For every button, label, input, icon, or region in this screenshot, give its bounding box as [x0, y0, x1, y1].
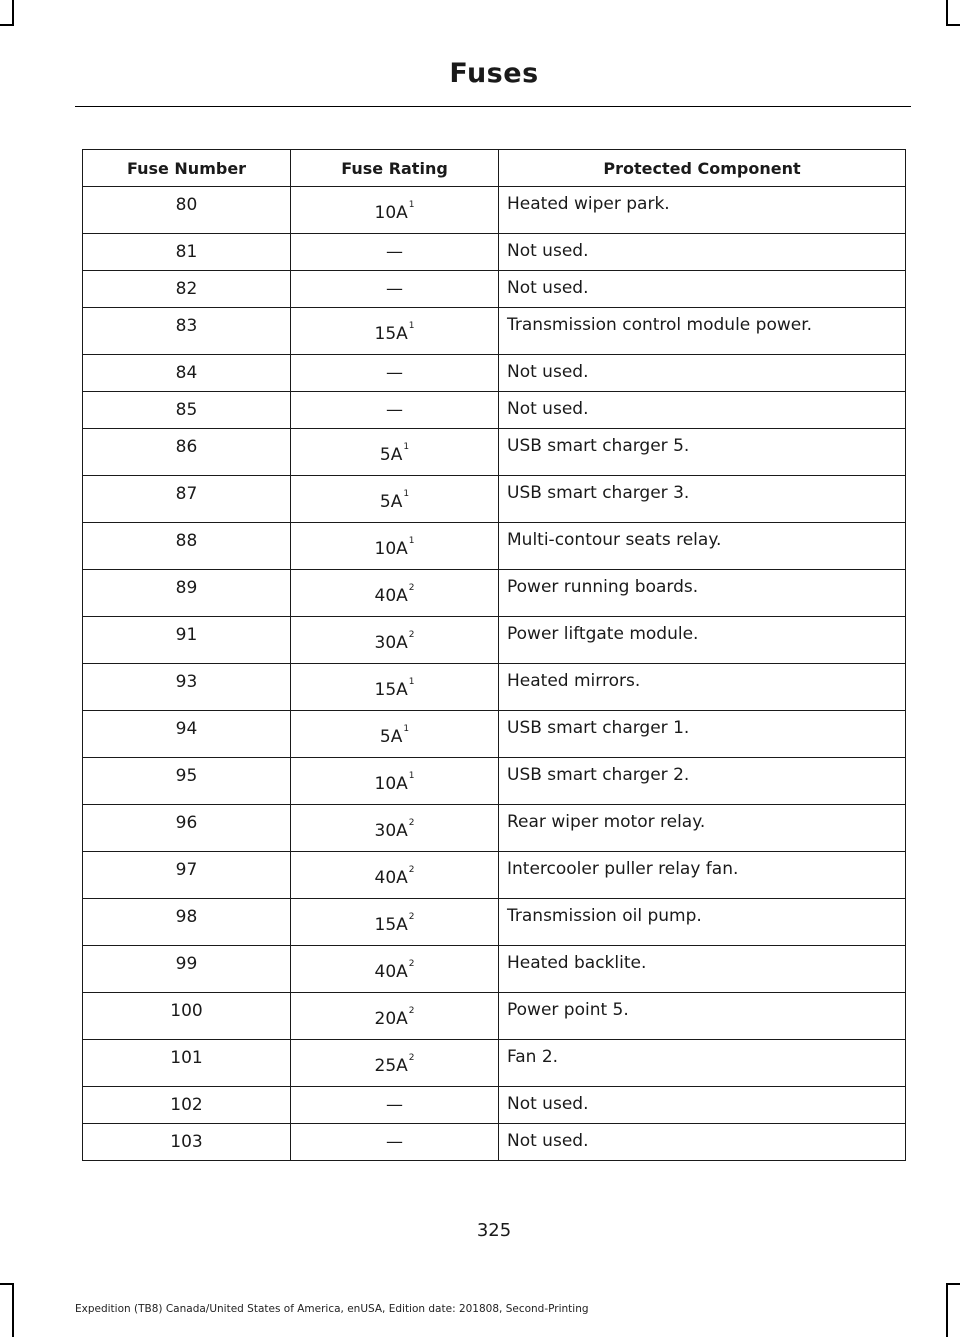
fuse-rating-cell	[291, 234, 499, 271]
fuse-rating-cell	[291, 1124, 499, 1161]
fuse-rating-value: 10A	[374, 203, 408, 223]
crop-mark-top-right-h	[946, 24, 960, 26]
protected-component-cell: USB smart charger 1.	[499, 711, 906, 758]
fuse-rating-value-wrapper	[374, 321, 415, 344]
crop-mark-bottom-left	[12, 1283, 14, 1337]
protected-component-cell: Power point 5.	[499, 993, 906, 1040]
table-row	[83, 308, 906, 355]
footnote-marker: 2	[408, 959, 415, 969]
fuse-number-cell: 85	[83, 392, 291, 429]
fuse-rating-value: 40A	[374, 586, 408, 606]
fuse-rating-value: 20A	[374, 1009, 408, 1029]
fuse-rating-value: 15A	[374, 324, 408, 344]
fuse-rating-value-wrapper	[374, 959, 415, 982]
fuse-rating-value-wrapper	[374, 677, 415, 700]
table-row	[83, 664, 906, 711]
footnote-marker: 1	[408, 677, 415, 687]
table-row	[83, 355, 906, 392]
table-row	[83, 805, 906, 852]
fuse-number-cell: 91	[83, 617, 291, 664]
fuse-number-cell: 80	[83, 187, 291, 234]
fuse-rating-cell	[291, 617, 499, 664]
protected-component-cell: Not used.	[499, 392, 906, 429]
fuse-rating-cell	[291, 899, 499, 946]
fuse-rating-cell	[291, 308, 499, 355]
protected-component-cell: Not used.	[499, 1124, 906, 1161]
fuse-rating-value: 5A	[379, 445, 403, 465]
fuse-rating-value: 5A	[379, 492, 403, 512]
fuse-rating-cell	[291, 476, 499, 523]
protected-component-cell: Intercooler puller relay fan.	[499, 852, 906, 899]
fuse-number-cell: 81	[83, 234, 291, 271]
fuse-rating-cell	[291, 993, 499, 1040]
fuse-rating-value-wrapper	[374, 771, 415, 794]
fuse-rating-value-wrapper	[374, 630, 415, 653]
fuse-rating-cell	[291, 271, 499, 308]
fuse-number-cell: 100	[83, 993, 291, 1040]
protected-component-cell: Heated mirrors.	[499, 664, 906, 711]
fuse-rating-value: —	[386, 400, 403, 420]
protected-component-cell: Not used.	[499, 1087, 906, 1124]
fuse-rating-value-wrapper	[374, 536, 415, 559]
column-header-fuse-rating: Fuse Rating	[291, 150, 499, 187]
protected-component-cell: Transmission oil pump.	[499, 899, 906, 946]
fuse-rating-value-wrapper	[386, 400, 403, 420]
column-header-fuse-number: Fuse Number	[83, 150, 291, 187]
footnote-marker: 2	[408, 912, 415, 922]
fuse-rating-cell	[291, 1087, 499, 1124]
fuse-rating-value: —	[386, 279, 403, 299]
footnote-marker: 2	[408, 583, 415, 593]
fuse-table-body	[83, 187, 906, 1161]
column-header-protected-component: Protected Component	[499, 150, 906, 187]
fuse-number-cell: 102	[83, 1087, 291, 1124]
table-row	[83, 271, 906, 308]
fuse-number-cell: 99	[83, 946, 291, 993]
fuse-rating-value-wrapper	[379, 489, 410, 512]
fuse-rating-value: —	[386, 242, 403, 262]
table-row	[83, 758, 906, 805]
table-row	[83, 946, 906, 993]
fuse-rating-cell	[291, 758, 499, 805]
table-row	[83, 187, 906, 234]
table-row	[83, 1040, 906, 1087]
footer-edition-info: Expedition (TB8) Canada/United States of America, enUSA, Edition date: 201808, Second-Printing	[75, 1303, 589, 1315]
fuse-rating-value-wrapper	[386, 363, 403, 383]
fuse-rating-value: 25A	[374, 1056, 408, 1076]
footnote-marker: 1	[403, 724, 410, 734]
fuse-rating-value: 15A	[374, 915, 408, 935]
crop-mark-top-left	[12, 0, 14, 26]
fuse-number-cell: 98	[83, 899, 291, 946]
fuse-number-cell: 87	[83, 476, 291, 523]
protected-component-cell: Power liftgate module.	[499, 617, 906, 664]
fuse-rating-value: 5A	[379, 727, 403, 747]
fuse-number-cell: 82	[83, 271, 291, 308]
table-row	[83, 899, 906, 946]
protected-component-cell: Rear wiper motor relay.	[499, 805, 906, 852]
protected-component-cell: Multi-contour seats relay.	[499, 523, 906, 570]
fuse-rating-cell	[291, 187, 499, 234]
fuse-number-cell: 84	[83, 355, 291, 392]
footnote-marker: 1	[408, 321, 415, 331]
protected-component-cell: Heated backlite.	[499, 946, 906, 993]
fuse-rating-cell	[291, 946, 499, 993]
fuse-rating-value-wrapper	[386, 1132, 403, 1152]
fuse-rating-value: 10A	[374, 774, 408, 794]
fuse-number-cell: 95	[83, 758, 291, 805]
footnote-marker: 2	[408, 1006, 415, 1016]
protected-component-cell: Power running boards.	[499, 570, 906, 617]
fuse-rating-cell	[291, 570, 499, 617]
fuse-rating-cell	[291, 805, 499, 852]
crop-mark-bottom-left-h	[0, 1283, 14, 1285]
fuse-number-cell: 86	[83, 429, 291, 476]
table-row	[83, 711, 906, 758]
fuse-rating-value: 15A	[374, 680, 408, 700]
table-row	[83, 234, 906, 271]
table-row	[83, 993, 906, 1040]
footnote-marker: 2	[408, 818, 415, 828]
crop-mark-bottom-right	[946, 1283, 948, 1337]
table-header-row	[83, 150, 906, 187]
fuse-rating-value-wrapper	[386, 279, 403, 299]
protected-component-cell: Not used.	[499, 234, 906, 271]
protected-component-cell: Not used.	[499, 355, 906, 392]
footnote-marker: 1	[403, 442, 410, 452]
footnote-marker: 2	[408, 1053, 415, 1063]
crop-mark-top-left-h	[0, 24, 14, 26]
protected-component-cell: Fan 2.	[499, 1040, 906, 1087]
protected-component-cell: USB smart charger 2.	[499, 758, 906, 805]
fuse-number-cell: 89	[83, 570, 291, 617]
fuse-number-cell: 101	[83, 1040, 291, 1087]
protected-component-cell: USB smart charger 3.	[499, 476, 906, 523]
footnote-marker: 1	[408, 536, 415, 546]
fuse-number-cell: 96	[83, 805, 291, 852]
fuse-number-cell: 83	[83, 308, 291, 355]
fuse-rating-value: —	[386, 363, 403, 383]
fuse-rating-cell	[291, 523, 499, 570]
fuse-rating-value: 40A	[374, 962, 408, 982]
table-row	[83, 523, 906, 570]
protected-component-cell: Transmission control module power.	[499, 308, 906, 355]
page-title: Fuses	[449, 58, 539, 89]
fuse-rating-value-wrapper	[374, 818, 415, 841]
fuse-rating-cell	[291, 429, 499, 476]
fuse-rating-value-wrapper	[374, 865, 415, 888]
fuse-table	[82, 149, 906, 1161]
table-row	[83, 476, 906, 523]
fuse-rating-value-wrapper	[374, 200, 415, 223]
fuse-rating-cell	[291, 355, 499, 392]
fuse-rating-cell	[291, 664, 499, 711]
fuse-number-cell: 103	[83, 1124, 291, 1161]
footnote-marker: 2	[408, 865, 415, 875]
protected-component-cell: Not used.	[499, 271, 906, 308]
table-row	[83, 392, 906, 429]
footnote-marker: 1	[408, 200, 415, 210]
table-row	[83, 852, 906, 899]
fuse-rating-cell	[291, 1040, 499, 1087]
fuse-rating-cell	[291, 711, 499, 758]
table-row	[83, 617, 906, 664]
footnote-marker: 2	[408, 630, 415, 640]
table-row	[83, 429, 906, 476]
fuse-rating-value: 10A	[374, 539, 408, 559]
protected-component-cell: USB smart charger 5.	[499, 429, 906, 476]
header-divider	[75, 106, 911, 107]
fuse-rating-cell	[291, 392, 499, 429]
footnote-marker: 1	[408, 771, 415, 781]
fuse-number-cell: 88	[83, 523, 291, 570]
fuse-rating-value-wrapper	[374, 1006, 415, 1029]
fuse-rating-value-wrapper	[379, 724, 410, 747]
fuse-rating-value-wrapper	[386, 242, 403, 262]
fuse-number-cell: 97	[83, 852, 291, 899]
fuse-rating-value-wrapper	[386, 1095, 403, 1115]
table-row	[83, 1087, 906, 1124]
fuse-rating-cell	[291, 852, 499, 899]
table-row	[83, 1124, 906, 1161]
fuse-rating-value: —	[386, 1095, 403, 1115]
crop-mark-top-right	[946, 0, 948, 26]
fuse-number-cell: 93	[83, 664, 291, 711]
fuse-rating-value: 40A	[374, 868, 408, 888]
footnote-marker: 1	[403, 489, 410, 499]
fuse-number-cell: 94	[83, 711, 291, 758]
fuse-rating-value: 30A	[374, 633, 408, 653]
crop-mark-bottom-right-h	[946, 1283, 960, 1285]
page-number: 325	[476, 1220, 512, 1241]
protected-component-cell: Heated wiper park.	[499, 187, 906, 234]
fuse-rating-value-wrapper	[374, 583, 415, 606]
fuse-rating-value-wrapper	[379, 442, 410, 465]
fuse-rating-value: —	[386, 1132, 403, 1152]
table-row	[83, 570, 906, 617]
fuse-rating-value-wrapper	[374, 1053, 415, 1076]
fuse-rating-value: 30A	[374, 821, 408, 841]
fuse-rating-value-wrapper	[374, 912, 415, 935]
